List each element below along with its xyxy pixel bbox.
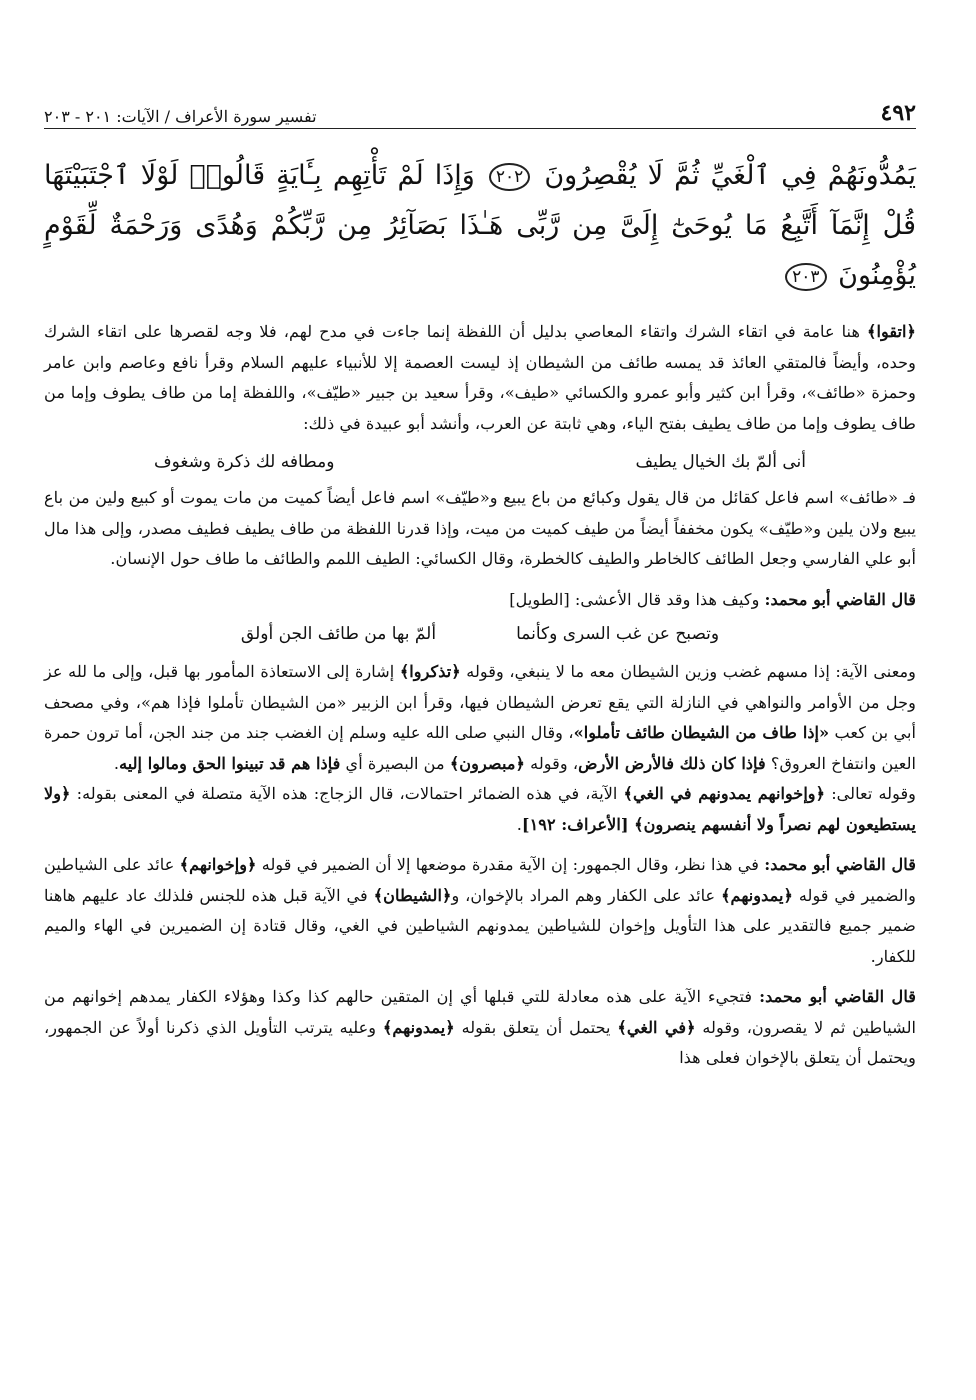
speaker-label: قال القاضي أبو محمد:: [764, 589, 916, 609]
quoted-verse: ﴿وإخوانهم يمدونهم في الغي﴾: [623, 784, 826, 803]
quoted-term: ﴿يمدونهم﴾: [382, 1017, 455, 1037]
speaker-label: قال القاضي أبو محمد:: [764, 855, 916, 874]
running-title: تفسير سورة الأعراف / الآيات: ٢٠١ - ٢٠٣: [44, 107, 317, 126]
paragraph-text: .: [113, 753, 120, 773]
quoted-verse: ﴿ولا يستطيعون لهم نصراً ولا أنفسهم ينصرون﴾ [الأعراف: ١٩٢]: [44, 784, 916, 834]
hadith-phrase: فإذا كان ذلك فالأرض الأرض: [578, 753, 766, 773]
paragraph-text: هنا عامة في اتقاء الشرك واتقاء المعاصي بدليل أن اللفظة إنما جاءت في مدح لهم، فلا وجه لقصرها على اتقاء الشرك وحده، وأيضاً فالمتقي العائذ قد يمسه طائف من الشيطان إذ ليست العصمة إلا للأنبياء عليهم السلام وقرأ نافع وعاصم وابن عامر وحمزة «طائف»، وقرأ ابن كثير وأبو عمرو والكسائي «طيف»، وقرأ سعيد بن جبير «طيّف»، واللفظة إما من طاف يطوف وإما من طاف يطوف وإما من طاف يطيف بفتح الياء، وهي ثابتة عن العرب، وأنشد أبو عبيدة في ذلك:: [44, 322, 916, 433]
paragraph-text: عائد على الشياطين والضمير في قوله: [44, 855, 916, 905]
poem-hemistich-right: أنى ألمّ بك الخيال يطيف: [635, 452, 806, 472]
speaker-label: قال القاضي أبو محمد:: [759, 987, 916, 1006]
paragraph-1: [44, 317, 916, 439]
paragraph-7: [44, 982, 916, 1074]
poem-verse-1: [154, 447, 806, 477]
quoted-term: ﴿الشيطان﴾: [373, 885, 452, 905]
paragraph-text: وعليه يترتب التأويل الذي ذكرنا أولاً عن الجمهور، ويحتمل أن يتعلق بالإخوان فعلى هذا: [44, 1017, 916, 1067]
paragraph-text: ، وقال النبي صلى الله عليه وسلم إن الغضب جند من جند الجن، أما ترون حمرة العين وانتفاخ العروق؟: [44, 723, 916, 773]
quoted-reading: «إذا طاف من الشيطان طائف تأملوا»: [573, 723, 830, 742]
paragraph-text: عائد على الكفار وهم المراد بالإخوان، و: [451, 885, 722, 905]
paragraph-text: .: [516, 814, 522, 834]
paragraph-text: الآية، في هذه الضمائر احتمالات، قال الزجاج: هذه الآية متصلة في المعنى بقوله:: [70, 784, 624, 803]
paragraph-text: فـ «طائف» اسم فاعل كقائل من قال يقول وكبائع من باع يبيع و«طيّف» اسم فاعل أيضاً كميت من مات يموت أو كبيع ولين من باع يبيع ولان يلين و«طيّف» يكون مخففاً أيضاً من طيف كميت من ميت، وإذا قدرنا اللفظة من طاف يطيف فطيف مصدر، وإلى هذا مال أبو علي الفارسي وجعل الطائف كالخاطر والطيف كالخطرة، وقال الكسائي: الطيف اللمم والطائف ما طاف حول الإنسان.: [44, 488, 917, 568]
paragraph-5: [44, 779, 916, 840]
paragraph-text: وقوله تعالى:: [825, 784, 916, 803]
quoted-term: ﴿في الغي﴾: [617, 1017, 696, 1037]
paragraph-text: إشارة إلى الاستعاذة المأمور بها قبل، وإلى ما لله عز وجل من الأوامر والنواهي في النازلة التي يقع تعرض الشيطان فيها، وقرأ ابن الزبير «من الشيطان تأملوا فإذا هم»، وفي مصحف أبي بن كعب: [44, 662, 917, 742]
paragraph-text: في الآية قبل هذه للجنس فلذلك عاد عليهم هاهنا ضمير جميع فالتقدير على هذا التأويل وإخوان للشياطين يمدونهم الشياطين في الغي، وقال قتادة إن الضميرين في الهاء والميم للكفار.: [44, 885, 916, 966]
page-header: [44, 96, 916, 129]
quoted-term: ﴿وإخوانهم﴾: [179, 855, 257, 874]
paragraph-text: ومعنى الآية: إذا مسهم غضب وزين الشيطان معه ما لا ينبغي، وقوله: [460, 662, 916, 681]
paragraph-4: [44, 657, 916, 779]
poem-hemistich-right: وتصبح عن غب السرى وكأنما: [516, 624, 720, 644]
paragraph-2: [44, 483, 916, 575]
paragraph-text: وكيف هذا وقد قال الأعشى: [الطويل]: [509, 589, 765, 609]
paragraph-text: من البصيرة أي: [340, 753, 450, 773]
poem-hemistich-left: ومطافه لك ذكرة وشغوف: [154, 452, 335, 472]
poem-verse-2: [44, 619, 916, 649]
verse-marker-203: ٢٠٣: [785, 263, 826, 291]
quoted-term: ﴿تذكروا﴾: [399, 662, 461, 681]
quoted-term: ﴿مبصرون﴾: [449, 753, 526, 773]
verse-text-202: يَمُدُّونَهُمْ فِي ٱلْغَيِّ ثُمَّ لَا يُقْصِرُونَ: [544, 160, 916, 191]
quran-verses: [44, 151, 916, 301]
paragraph-text: فتجيء الآية على هذه معادلة للتي قبلها أي إن المتقين حالهم كذا وكذا وهؤلاء الكفار يمدهم إخوانهم من الشياطين ثم لا يقصرون، وقوله: [44, 987, 916, 1037]
page-number: ٤٩٢: [880, 100, 916, 126]
quoted-term: ﴿اتقوا﴾: [866, 322, 916, 341]
verse-text-203: وَإِذَا لَمْ تَأْتِهِم بِـَٔايَةٍ قَالُوا۟ لَوْلَا ٱجْتَبَيْتَهَا قُلْ إِنَّمَآ أَتَّبِعُ مَا يُوحَىٰٓ إِلَىَّ مِن رَّبِّى هَـٰذَا بَصَآئِرُ مِن رَّبِّكُمْ وَهُدًى وَرَحْمَةٌ لِّقَوْمٍ يُؤْمِنُونَ: [44, 160, 916, 291]
verse-marker-202: ٢٠٢: [489, 163, 530, 191]
paragraph-text: في هذا نظر، وقال الجمهور: إن الآية مقدرة موضعها إلا أن الضمير في قوله: [256, 855, 765, 874]
poem-hemistich-left: ألمّ بها من طائف الجن أولق: [240, 624, 437, 644]
paragraph-6: [44, 850, 916, 972]
quoted-term: ﴿يمدونهم﴾: [721, 885, 793, 905]
paragraph-3: [44, 585, 916, 616]
paragraph-text: ، وقوله: [525, 753, 579, 773]
emphasis-phrase: فإذا هم قد تبينوا الحق ومالوا إليه: [119, 753, 341, 773]
paragraph-text: يحتمل أن يتعلق بقوله: [454, 1017, 618, 1037]
